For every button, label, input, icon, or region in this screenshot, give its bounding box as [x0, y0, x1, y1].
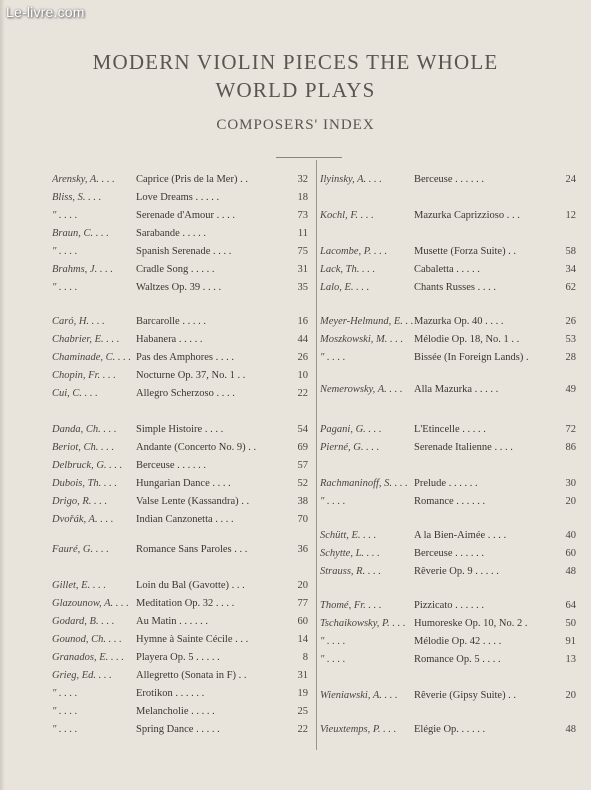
composer-name: Brahms, J. . . . [52, 264, 113, 275]
piece-title: Berceuse . . . . . . [136, 460, 206, 471]
page-number: 53 [565, 334, 576, 345]
composer-name: Godard, B. . . . [52, 616, 115, 627]
page-number: 20 [565, 690, 576, 701]
page-number: 58 [565, 246, 576, 257]
index-entry [52, 724, 308, 738]
page-number: 38 [297, 496, 308, 507]
piece-title: Au Matin . . . . . . [136, 616, 209, 627]
index-entry [52, 670, 308, 684]
page-number: 32 [297, 174, 308, 185]
piece-title: Meditation Op. 32 . . . . [136, 598, 235, 609]
page-number: 20 [565, 496, 576, 507]
piece-title: Andante (Concerto No. 9) . . [136, 442, 257, 453]
piece-title: Melancholie . . . . . [136, 706, 215, 717]
piece-title: Spanish Serenade . . . . [136, 246, 232, 257]
composer-name: " . . . . [52, 706, 78, 717]
page-number: 14 [297, 634, 308, 645]
page-number: 49 [565, 384, 576, 395]
piece-title: Caprice (Pris de la Mer) . . [136, 174, 248, 185]
composer-name: Beriot, Ch. . . . [52, 442, 115, 453]
index-entry [320, 282, 576, 296]
index-entry [52, 388, 308, 402]
composer-name: Meyer-Helmund, E. . . [320, 316, 414, 327]
piece-title: Berceuse . . . . . . [414, 174, 484, 185]
page-number: 25 [297, 706, 308, 717]
page-number: 54 [297, 424, 308, 435]
piece-title: Allegro Scherzoso . . . . [136, 388, 235, 399]
piece-title: Cabaletta . . . . . [414, 264, 480, 275]
index-entry [52, 352, 308, 366]
page-number: 13 [565, 654, 576, 665]
index-entry [52, 688, 308, 702]
piece-title: Simple Histoire . . . . [136, 424, 224, 435]
index-entry [52, 334, 308, 348]
page-number: 24 [565, 174, 576, 185]
index-entry [320, 530, 576, 544]
composer-name: Thomé, Fr. . . . [320, 600, 382, 611]
index-entry [52, 246, 308, 260]
page-number: 57 [297, 460, 308, 471]
page-number: 26 [297, 352, 308, 363]
index-entry [320, 174, 576, 188]
page-number: 91 [565, 636, 576, 647]
index-entry [320, 548, 576, 562]
piece-title: Romance Sans Paroles . . . [136, 544, 248, 555]
page-number: 60 [565, 548, 576, 559]
composer-name: Pagani, G. . . . [320, 424, 382, 435]
index-entry [320, 636, 576, 650]
index-entry [52, 460, 308, 474]
piece-title: Pas des Amphores . . . . [136, 352, 234, 363]
piece-title: Prelude . . . . . . [414, 478, 478, 489]
composer-name: Granados, E. . . . [52, 652, 125, 663]
piece-title: Rêverie (Gipsy Suite) . . [414, 690, 517, 701]
composer-name: Chopin, Fr. . . . [52, 370, 116, 381]
composer-name: Drigo, R. . . . [52, 496, 108, 507]
composer-name: Bliss, S. . . . [52, 192, 102, 203]
piece-title: Sarabande . . . . . [136, 228, 206, 239]
piece-title: Romance Op. 5 . . . . [414, 654, 501, 665]
piece-title: Hungarian Dance . . . . [136, 478, 231, 489]
piece-title: Valse Lente (Kassandra) . . [136, 496, 250, 507]
index-entry [52, 598, 308, 612]
composer-name: Dvořák, A. . . . [52, 514, 114, 525]
composer-name: Chaminade, C. . . . [52, 352, 132, 363]
page-number: 86 [565, 442, 576, 453]
composer-name: Braun, C. . . . [52, 228, 109, 239]
index-entry [320, 654, 576, 668]
index-entry [320, 442, 576, 456]
page-number: 44 [297, 334, 308, 345]
page-number: 11 [297, 228, 308, 239]
piece-title: Elégie Op. . . . . . [414, 724, 486, 735]
index-entry [52, 210, 308, 224]
piece-title: Serenade Italienne . . . . [414, 442, 513, 453]
index-entry [320, 424, 576, 438]
piece-title: Romance . . . . . . [414, 496, 486, 507]
page-number: 52 [297, 478, 308, 489]
index-entry [320, 210, 576, 224]
composer-name: " . . . . [52, 688, 78, 699]
page-number: 35 [297, 282, 308, 293]
index-entry [52, 174, 308, 188]
piece-title: Alla Mazurka . . . . . [414, 384, 499, 395]
column-divider [316, 160, 317, 750]
page-number: 40 [565, 530, 576, 541]
composer-name: Gillet, E. . . . [52, 580, 106, 591]
page-number: 22 [297, 724, 308, 735]
index-entry [320, 618, 576, 632]
index-entry [52, 264, 308, 278]
piece-title: Allegretto (Sonata in F) . . [136, 670, 247, 681]
page-number: 10 [297, 370, 308, 381]
piece-title: Rêverie Op. 9 . . . . . [414, 566, 499, 577]
composer-name: Nemerowsky, A. . . . [320, 384, 403, 395]
composer-name: Rachmaninoff, S. . . . [320, 478, 408, 489]
page-number: 77 [297, 598, 308, 609]
index-entry [52, 192, 308, 206]
composer-name: Lack, Th. . . . [320, 264, 376, 275]
index-entry [320, 496, 576, 510]
composer-name: Moszkowski, M. . . . [320, 334, 404, 345]
index-entry [320, 316, 576, 330]
composer-name: Delbruck, G. . . . [52, 460, 123, 471]
index-entry [320, 352, 576, 366]
index-entry [52, 316, 308, 330]
page-number: 34 [565, 264, 576, 275]
piece-title: A la Bien-Aimée . . . . [414, 530, 507, 541]
page-number: 31 [297, 264, 308, 275]
index-entry [52, 424, 308, 438]
piece-title: Spring Dance . . . . . [136, 724, 220, 735]
index-entry [52, 282, 308, 296]
index-entry [320, 264, 576, 278]
index-entry [320, 478, 576, 492]
index-entry [320, 600, 576, 614]
page-number: 64 [565, 600, 576, 611]
page-number: 30 [565, 478, 576, 489]
composer-name: Caró, H. . . . [52, 316, 105, 327]
page-number: 69 [297, 442, 308, 453]
composer-name: Danda, Ch. . . . [52, 424, 117, 435]
piece-title: Cradle Song . . . . . [136, 264, 215, 275]
composer-name: Schytte, L. . . . [320, 548, 380, 559]
index-entry [52, 616, 308, 630]
piece-title: Mazurka Op. 40 . . . . [414, 316, 504, 327]
composer-name: Wieniawski, A. . . . [320, 690, 398, 701]
page-number: 70 [297, 514, 308, 525]
page-number: 16 [297, 316, 308, 327]
composer-name: Pierné, G. . . . [320, 442, 380, 453]
index-entry [320, 724, 576, 738]
piece-title: Mazurka Caprizzioso . . . [414, 210, 520, 221]
piece-title: Berceuse . . . . . . [414, 548, 484, 559]
piece-title: Serenade d'Amour . . . . [136, 210, 235, 221]
page-number: 36 [297, 544, 308, 555]
piece-title: Barcarolle . . . . . [136, 316, 206, 327]
page-number: 18 [297, 192, 308, 203]
piece-title: Indian Canzonetta . . . . [136, 514, 234, 525]
page-number: 73 [297, 210, 308, 221]
page-number: 22 [297, 388, 308, 399]
composer-name: Strauss, R. . . . [320, 566, 381, 577]
composer-name: Gounod, Ch. . . . [52, 634, 122, 645]
page-title-line2: WORLD PLAYS [215, 78, 376, 102]
page-number: 20 [297, 580, 308, 591]
page-number: 72 [565, 424, 576, 435]
index-entry [52, 478, 308, 492]
page-number: 48 [565, 566, 576, 577]
index-entry [52, 634, 308, 648]
piece-title: Loin du Bal (Gavotte) . . . [136, 580, 245, 591]
piece-title: Waltzes Op. 39 . . . . [136, 282, 222, 293]
composer-name: Arensky, A. . . . [52, 174, 115, 185]
piece-title: Pizzicato . . . . . . [414, 600, 484, 611]
page-number: 19 [297, 688, 308, 699]
index-subtitle: COMPOSERS' INDEX [216, 117, 375, 133]
piece-title: Playera Op. 5 . . . . . [136, 652, 220, 663]
composer-name: Glazounow, A. . . . [52, 598, 129, 609]
page-number: 50 [565, 618, 576, 629]
composer-name: " . . . . [52, 246, 78, 257]
composer-name: Kochl, F. . . . [320, 210, 374, 221]
composer-name: Ilyinsky, A. . . . [320, 174, 382, 185]
piece-title: Bissée (In Foreign Lands) . [414, 352, 529, 363]
watermark-logo: Le-livre.com [6, 4, 85, 20]
index-entry [52, 228, 308, 242]
composer-name: " . . . . [320, 496, 346, 507]
piece-title: Hymne à Sainte Cécile . . . [136, 634, 249, 645]
page-number: 26 [565, 316, 576, 327]
composer-name: " . . . . [320, 654, 346, 665]
index-entry [52, 514, 308, 528]
index-entry [52, 442, 308, 456]
piece-title: Mélodie Op. 18, No. 1 . . [414, 334, 520, 345]
index-entry [320, 334, 576, 348]
composer-name: " . . . . [52, 210, 78, 221]
index-entry [320, 246, 576, 260]
piece-title: Love Dreams . . . . . [136, 192, 220, 203]
page-number: 12 [565, 210, 576, 221]
piece-title: Mélodie Op. 42 . . . . [414, 636, 502, 647]
piece-title: Habanera . . . . . [136, 334, 203, 345]
piece-title: Musette (Forza Suite) . . [414, 246, 517, 257]
index-entry [52, 496, 308, 510]
title-divider [276, 157, 342, 158]
composer-name: " . . . . [320, 352, 346, 363]
page-number: 8 [302, 652, 308, 663]
composer-name: Lalo, E. . . . [320, 282, 370, 293]
composer-name: Cui, C. . . . [52, 388, 98, 399]
index-entry [52, 706, 308, 720]
index-entry [52, 652, 308, 666]
index-entry [320, 566, 576, 580]
page-number: 75 [297, 246, 308, 257]
page-title-line1: MODERN VIOLIN PIECES THE WHOLE [92, 50, 499, 74]
index-entry [52, 370, 308, 384]
page-number: 62 [565, 282, 576, 293]
composer-name: Schütt, E. . . . [320, 530, 377, 541]
composer-name: Vieuxtemps, P. . . . [320, 724, 397, 735]
page-number: 28 [565, 352, 576, 363]
piece-title: Erotikon . . . . . . [136, 688, 205, 699]
composer-name: " . . . . [52, 724, 78, 735]
piece-title: L'Etincelle . . . . . [414, 424, 486, 435]
piece-title: Chants Russes . . . . [414, 282, 496, 293]
index-entry [52, 544, 308, 558]
piece-title: Humoreske Op. 10, No. 2 . [414, 618, 528, 629]
composer-name: Lacombe, P. . . . [320, 246, 388, 257]
index-entry [320, 690, 576, 704]
page-number: 31 [297, 670, 308, 681]
composer-name: Dubois, Th. . . . [52, 478, 118, 489]
composer-name: Grieg, Ed. . . . [52, 670, 112, 681]
index-entry [320, 384, 576, 398]
page-number: 60 [297, 616, 308, 627]
composer-name: " . . . . [52, 282, 78, 293]
page-number: 48 [565, 724, 576, 735]
composer-name: Fauré, G. . . . [52, 544, 109, 555]
composer-name: Tschaikowsky, P. . . . [320, 618, 406, 629]
index-entry [52, 580, 308, 594]
composer-name: " . . . . [320, 636, 346, 647]
piece-title: Nocturne Op. 37, No. 1 . . [136, 370, 246, 381]
composer-name: Chabrier, E. . . . [52, 334, 120, 345]
